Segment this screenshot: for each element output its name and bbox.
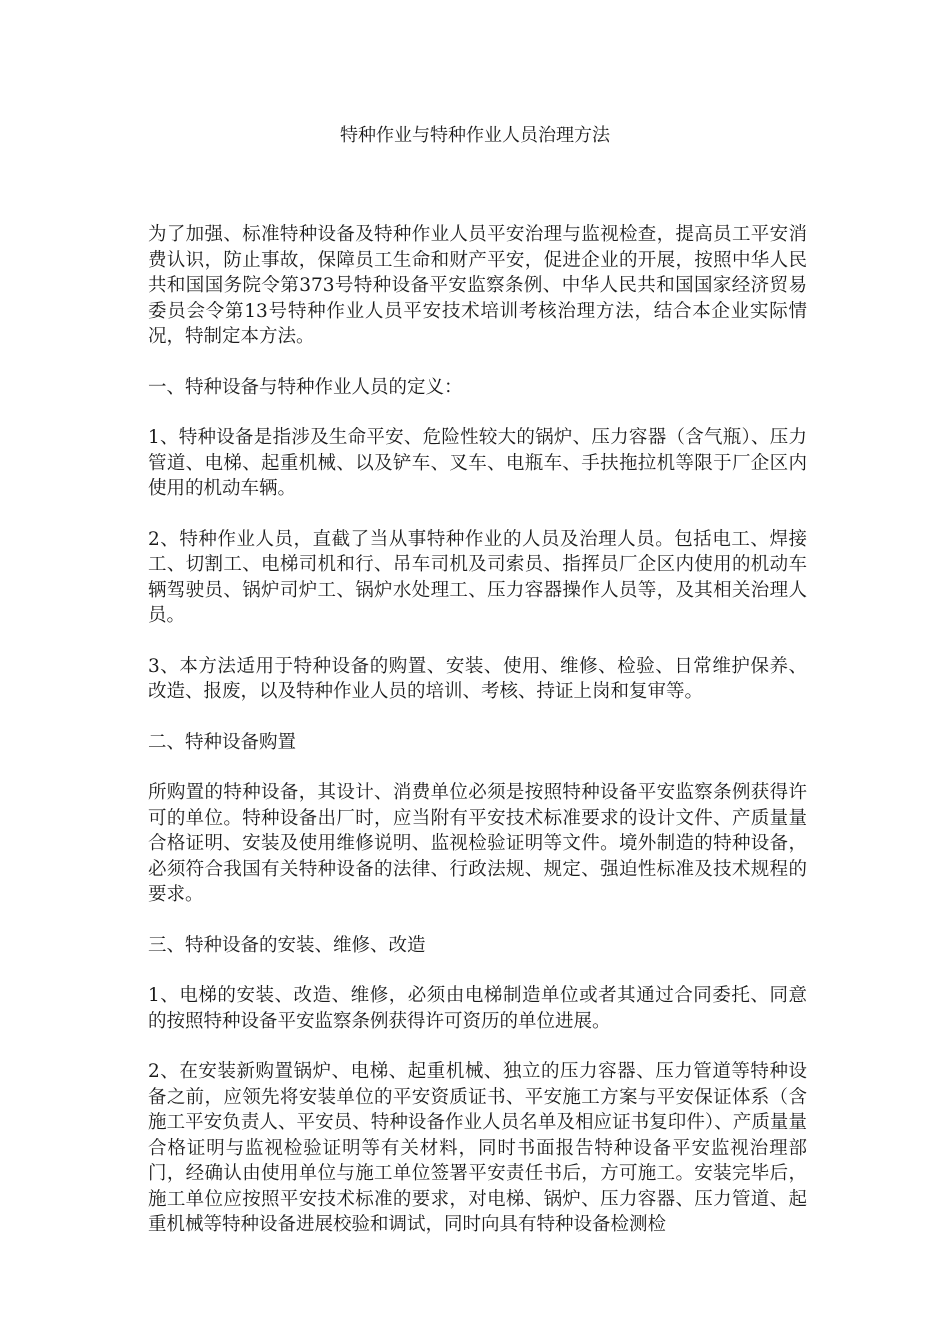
section-heading-2: 二、特种设备购置 [148, 731, 297, 753]
paragraph-2: 所购置的特种设备，其设计、消费单位必须是按照特种设备平安监察条例获得许可的单位。特种设备出厂时，应当附有平安技术标准要求的设计文件、产质量量合格证明、安装及使用维修说明、监视检验证明等文件。境外制造的特种设备，必须符合我国有关特种设备的法律、行政法规、规定、强迫性标准及技术规程的要求。 [148, 782, 807, 905]
paragraph-1-1: 1、特种设备是指涉及生命平安、危险性较大的锅炉、压力容器（含气瓶）、压力管道、电梯、起重机械、以及铲车、叉车、电瓶车、手扶拖拉机等限于厂企区内使用的机动车辆。 [148, 427, 807, 499]
document-body [143, 222, 807, 1263]
document-title: 特种作业与特种作业人员治理方法 [340, 125, 610, 146]
paragraph-intro: 为了加强、标准特种设备及特种作业人员平安治理与监视检查，提高员工平安消费认识，防止事故，保障员工生命和财产平安，促进企业的开展，按照中华人民共和国国务院令第373号特种设备平安监察条例、中华人民共和国国家经济贸易委员会令第13号特种作业人员平安技术培训考核治理方法，结合本企业实际情况，特制定本方法。 [148, 224, 807, 347]
paragraph-3-2: 2、在安装新购置锅炉、电梯、起重机械、独立的压力容器、压力管道等特种设备之前，应领先将安装单位的平安资质证书、平安施工方案与平安保证体系（含施工平安负责人、平安员、特种设备作业人员名单及相应证书复印件）、产质量量合格证明与监视检验证明等有关材料，同时书面报告特种设备平安监视治理部门，经确认由使用单位与施工单位签署平安责任书后，方可施工。安装完毕后，施工单位应按照平安技术标准的要求，对电梯、锅炉、压力容器、压力管道、起重机械等特种设备进展校验和调试，同时向具有特种设备检测检 [148, 1061, 807, 1235]
paragraph-3-1: 1、电梯的安装、改造、维修，必须由电梯制造单位或者其通过合同委托、同意的按照特种设备平安监察条例获得许可资历的单位进展。 [148, 985, 807, 1032]
paragraph-1-2: 2、特种作业人员，直截了当从事特种作业的人员及治理人员。包括电工、焊接工、切割工、电梯司机和行、吊车司机及司索员、指挥员厂企区内使用的机动车辆驾驶员、锅炉司炉工、锅炉水处理工、压力容器操作人员等，及其相关治理人员。 [148, 528, 807, 626]
section-heading-1: 一、特种设备与特种作业人员的定义： [148, 376, 463, 398]
paragraph-1-3: 3、本方法适用于特种设备的购置、安装、使用、维修、检验、日常维护保养、改造、报废，以及特种作业人员的培训、考核、持证上岗和复审等。 [148, 655, 807, 702]
section-heading-3: 三、特种设备的安装、维修、改造 [148, 934, 426, 956]
